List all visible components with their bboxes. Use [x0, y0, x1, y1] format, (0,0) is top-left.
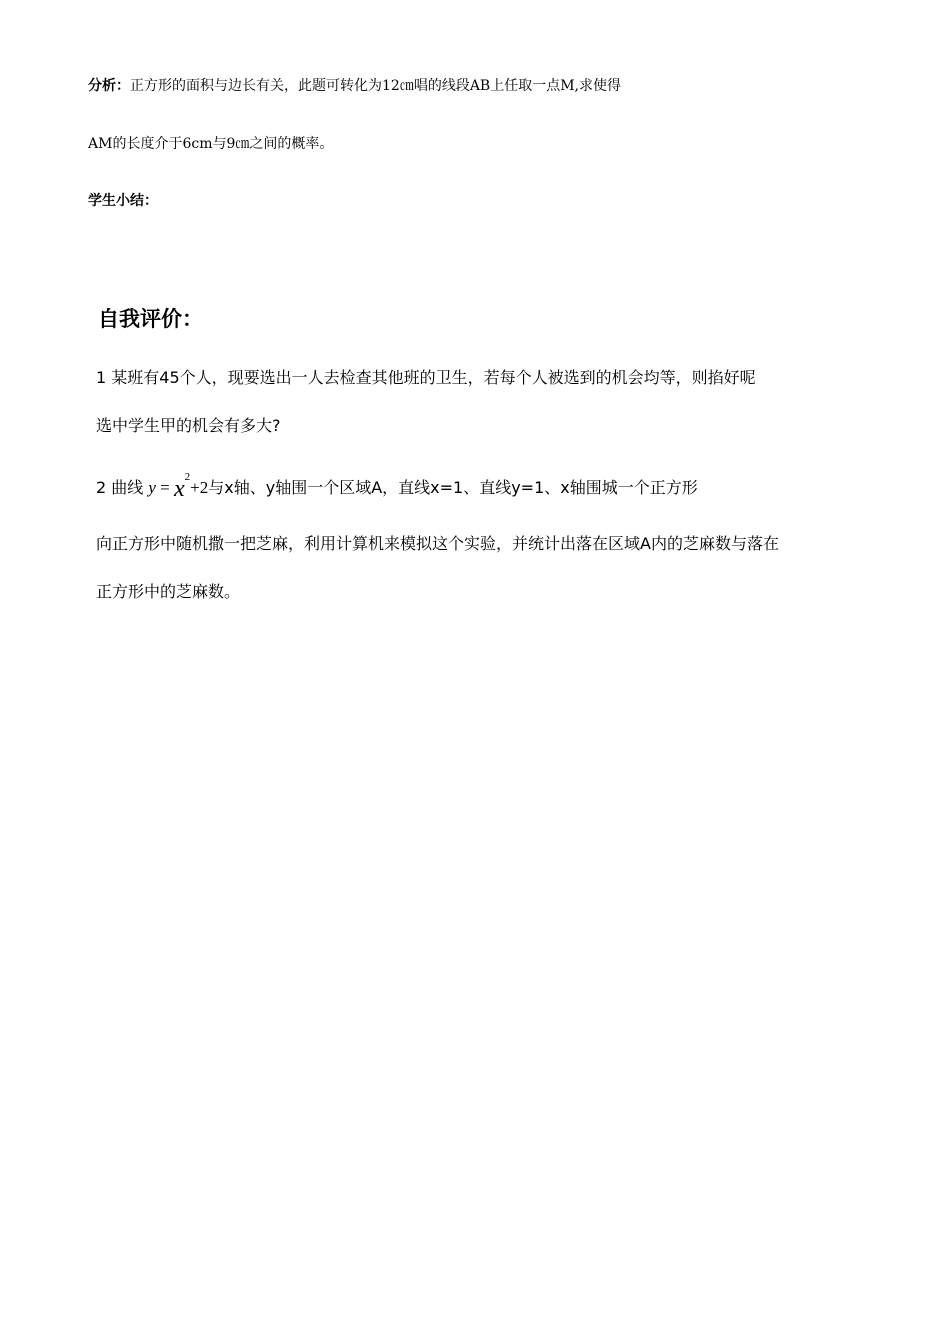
- analysis-label: 分析：: [88, 78, 130, 94]
- question-2-line-1: [96, 471, 698, 502]
- self-evaluation-heading: 自我评价：: [98, 307, 203, 331]
- analysis-line-2: AM的长度介于6cm与9㎝之间的概率。: [88, 136, 334, 152]
- question-1-line-1: 1 某班有45个人，现要选出一人去检查其他班的卫生，若每个人被选到的机会均等，则掐好呢: [96, 368, 756, 387]
- question-2-suffix: 与x轴、y轴围一个区域A，直线x=1、直线y=1、x轴围城一个正方形: [208, 478, 698, 497]
- curve-formula: [148, 471, 209, 502]
- student-summary-label: 学生小结：: [88, 193, 158, 209]
- formula-equals: =: [155, 478, 175, 497]
- formula-exponent: 2: [184, 471, 191, 484]
- question-2-line-2: 向正方形中随机撒一把芝麻，利用计算机来模拟这个实验，并统计出落在区域A内的芝麻数与落在: [96, 534, 779, 553]
- analysis-text-1: 正方形的面积与边长有关，此题可转化为12㎝唱的线段AB上任取一点M,求使得: [130, 78, 621, 94]
- formula-tail: +2: [190, 478, 209, 497]
- question-2-prefix: 2 曲线: [96, 478, 144, 497]
- question-2-line-3: 正方形中的芝麻数。: [96, 582, 241, 601]
- formula-x: x: [174, 476, 185, 502]
- analysis-line-1: [88, 79, 621, 93]
- question-1-line-2: 选中学生甲的机会有多大?: [96, 416, 281, 435]
- formula-y: y: [148, 478, 156, 497]
